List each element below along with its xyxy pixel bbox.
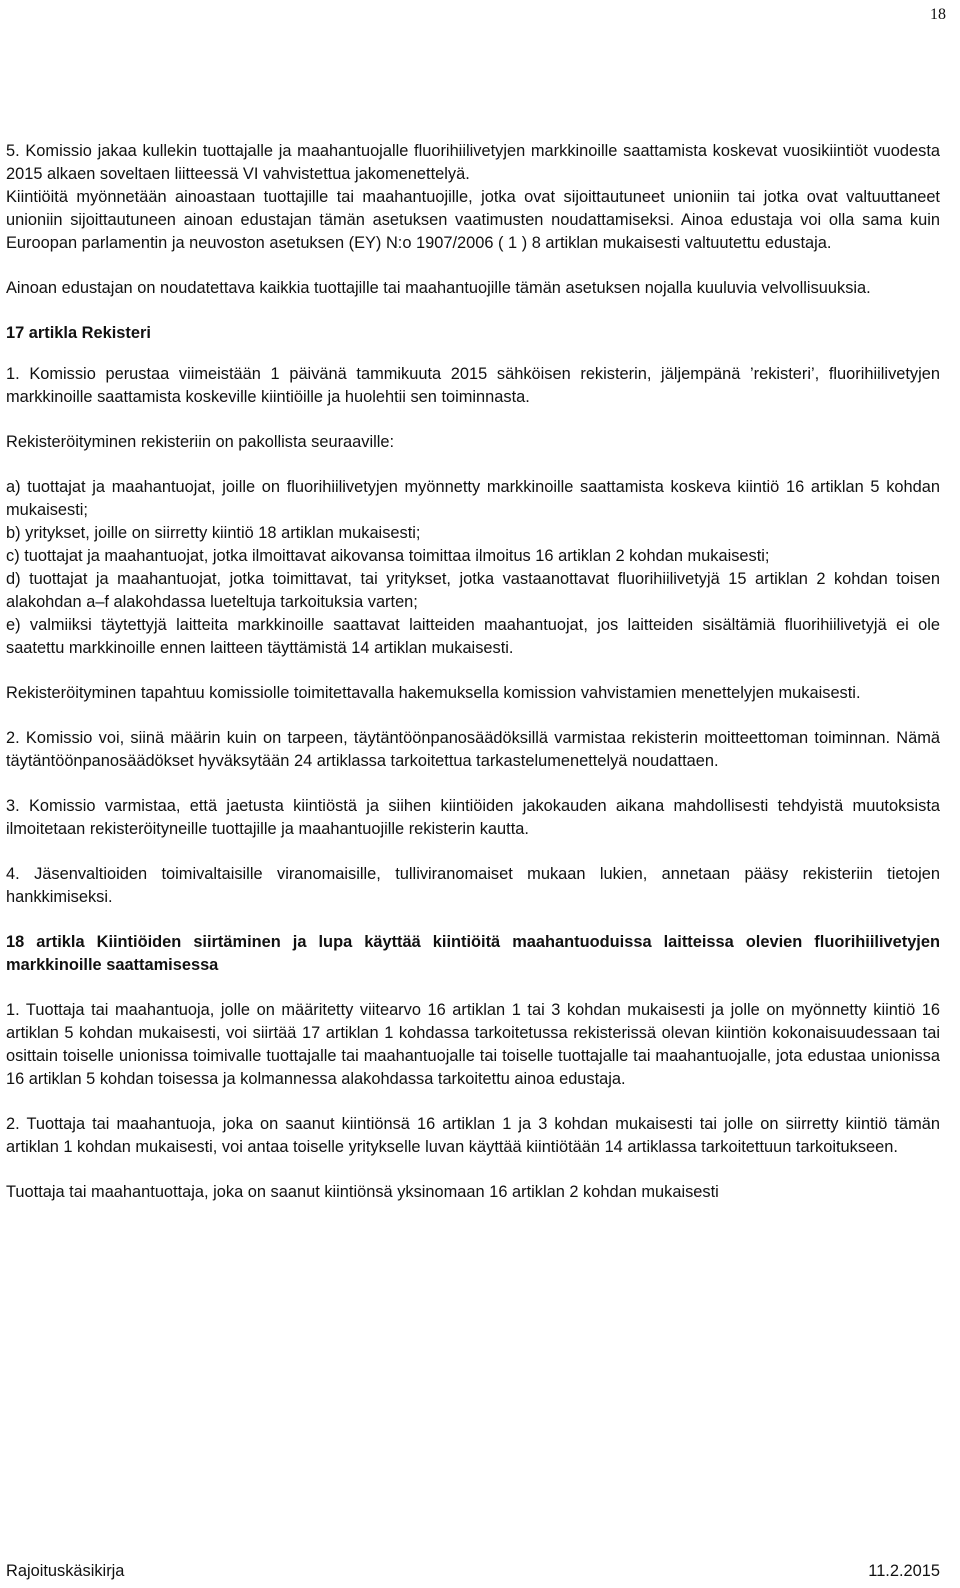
paragraph-5: 5. Komissio jakaa kullekin tuottajalle ja maahantuojalle fluorihiilivetyjen markkinoille saattamista koskevat vuosikiintiöt vuodesta 2015 alkaen soveltaen liitteessä VI vahvistettua jakomenettelyä. (6, 142, 940, 183)
paragraph-quota-eligibility: Kiintiöitä myönnetään ainoastaan tuottajille tai maahantuojille, jotka ovat sijoittautuneet unioniin tai jotka ovat valtuuttaneet unioniin sijoittautuneen ainoan edustajan tämän asetuksen vaatimusten noudattamiseksi. Ainoa edustaja voi olla sama kuin Euroopan parlamentin ja neuvoston asetuksen (EY) N:o 1907/2006 ( 1 ) 8 artiklan mukaisesti valtuutettu edustaja. (6, 188, 940, 252)
list-item: a) tuottajat ja maahantuojat, joille on fluorihiilivetyjen myönnetty markkinoille saattamista koskeva kiintiö 16 artiklan 5 kohdan mukaisesti; (6, 478, 940, 519)
footer-title: Rajoituskäsikirja (6, 1562, 125, 1580)
paragraph-authority-access: 4. Jäsenvaltioiden toimivaltaisille viranomaisille, tulliviranomaiset mukaan lukien, annetaan pääsy rekisteriin tietojen hankkimiseksi. (6, 865, 940, 906)
list-item: d) tuottajat ja maahantuojat, jotka toimittavat, tai yritykset, jotka vastaanottavat fluorihiilivetyjä 15 artiklan 2 kohdan toisen alakohdan a–f alakohdassa lueteltuja tarkoituksia varten; (6, 570, 940, 611)
paragraph-registry-establishment: 1. Komissio perustaa viimeistään 1 päivänä tammikuuta 2015 sähköisen rekisterin, jäljempänä ’rekisteri’, fluorihiilivetyjen markkinoille saattamista koskeville kiintiöille ja huolehtii sen toiminnasta. (6, 365, 940, 406)
paragraph-registration-mandatory: Rekisteröityminen rekisteriin on pakollista seuraaville: (6, 433, 395, 451)
list-item: b) yritykset, joille on siirretty kiintiö 18 artiklan mukaisesti; (6, 524, 421, 542)
footer-date: 11.2.2015 (868, 1562, 940, 1580)
list-item: e) valmiiksi täytettyjä laitteita markkinoille saattavat laitteiden maahantuojat, jos laitteiden sisältämiä fluorihiilivetyjä ei ole saatettu markkinoille ennen laitteen täyttämistä 14 artiklan mukaisesti. (6, 616, 940, 657)
registration-list (6, 476, 940, 660)
paragraph-producer-quota: Tuottaja tai maahantuottaja, joka on saanut kiintiönsä yksinomaan 16 artiklan 2 kohdan mukaisesti (6, 1183, 719, 1201)
paragraph-quota-transfer: 1. Tuottaja tai maahantuoja, jolle on määritetty viitearvo 16 artiklan 1 tai 3 kohdan mukaisesti ja jolle on myönnetty kiintiö 16 artiklan 5 kohdan mukaisesti, voi siirtää 17 artiklan 1 kohdassa tarkoitetussa rekisterissä olevan kiintiön kokonaisuudessaan tai osittain toiselle unionissa toimivalle tuottajalle tai maahantuojalle tai toiselle tuottajalle tai maahantuojalle, jota edustaa unionissa 16 artiklan 5 kohdan toisessa ja kolmannessa alakohdassa tarkoitettu ainoa edustaja. (6, 1001, 940, 1088)
document-body (6, 140, 940, 1204)
page-number: 18 (930, 6, 946, 23)
article-17-heading: 17 artikla Rekisteri (6, 324, 151, 342)
paragraph-representative-obligations: Ainoan edustajan on noudatettava kaikkia tuottajille tai maahantuojille tämän asetuksen nojalla kuuluvia velvollisuuksia. (6, 279, 871, 297)
paragraph-registration-procedure: Rekisteröityminen tapahtuu komissiolle toimitettavalla hakemuksella komission vahvistamien menettelyjen mukaisesti. (6, 684, 861, 702)
paragraph-quota-notification: 3. Komissio varmistaa, että jaetusta kiintiöstä ja siihen kiintiöiden jakokauden aikana mahdollisesti tehdyistä muutoksista ilmoitetaan rekisteröityneille tuottajille ja maahantuojille rekisterin kautta. (6, 797, 940, 838)
paragraph-implementing-acts: 2. Komissio voi, siinä määrin kuin on tarpeen, täytäntöönpanosäädöksillä varmistaa rekisterin moitteettoman toiminnan. Nämä täytäntöönpanosäädökset hyväksytään 24 artiklassa tarkoitettua tarkastelumenettelyä noudattaen. (6, 729, 940, 770)
list-item: c) tuottajat ja maahantuojat, jotka ilmoittavat aikovansa toimittaa ilmoitus 16 artiklan 2 kohdan mukaisesti; (6, 547, 770, 565)
article-18-heading: 18 artikla Kiintiöiden siirtäminen ja lupa käyttää kiintiöitä maahantuoduissa laitteissa olevien fluorihiilivetyjen markkinoille saattamisessa (6, 933, 940, 974)
page-footer (6, 1560, 940, 1583)
paragraph-quota-authorisation: 2. Tuottaja tai maahantuoja, joka on saanut kiintiönsä 16 artiklan 1 ja 3 kohdan mukaisesti tai jolle on siirretty kiintiö tämän artiklan 1 kohdan mukaisesti, voi antaa toiselle yritykselle luvan käyttää kiintiötään 14 artiklassa tarkoitettuun tarkoitukseen. (6, 1115, 940, 1156)
